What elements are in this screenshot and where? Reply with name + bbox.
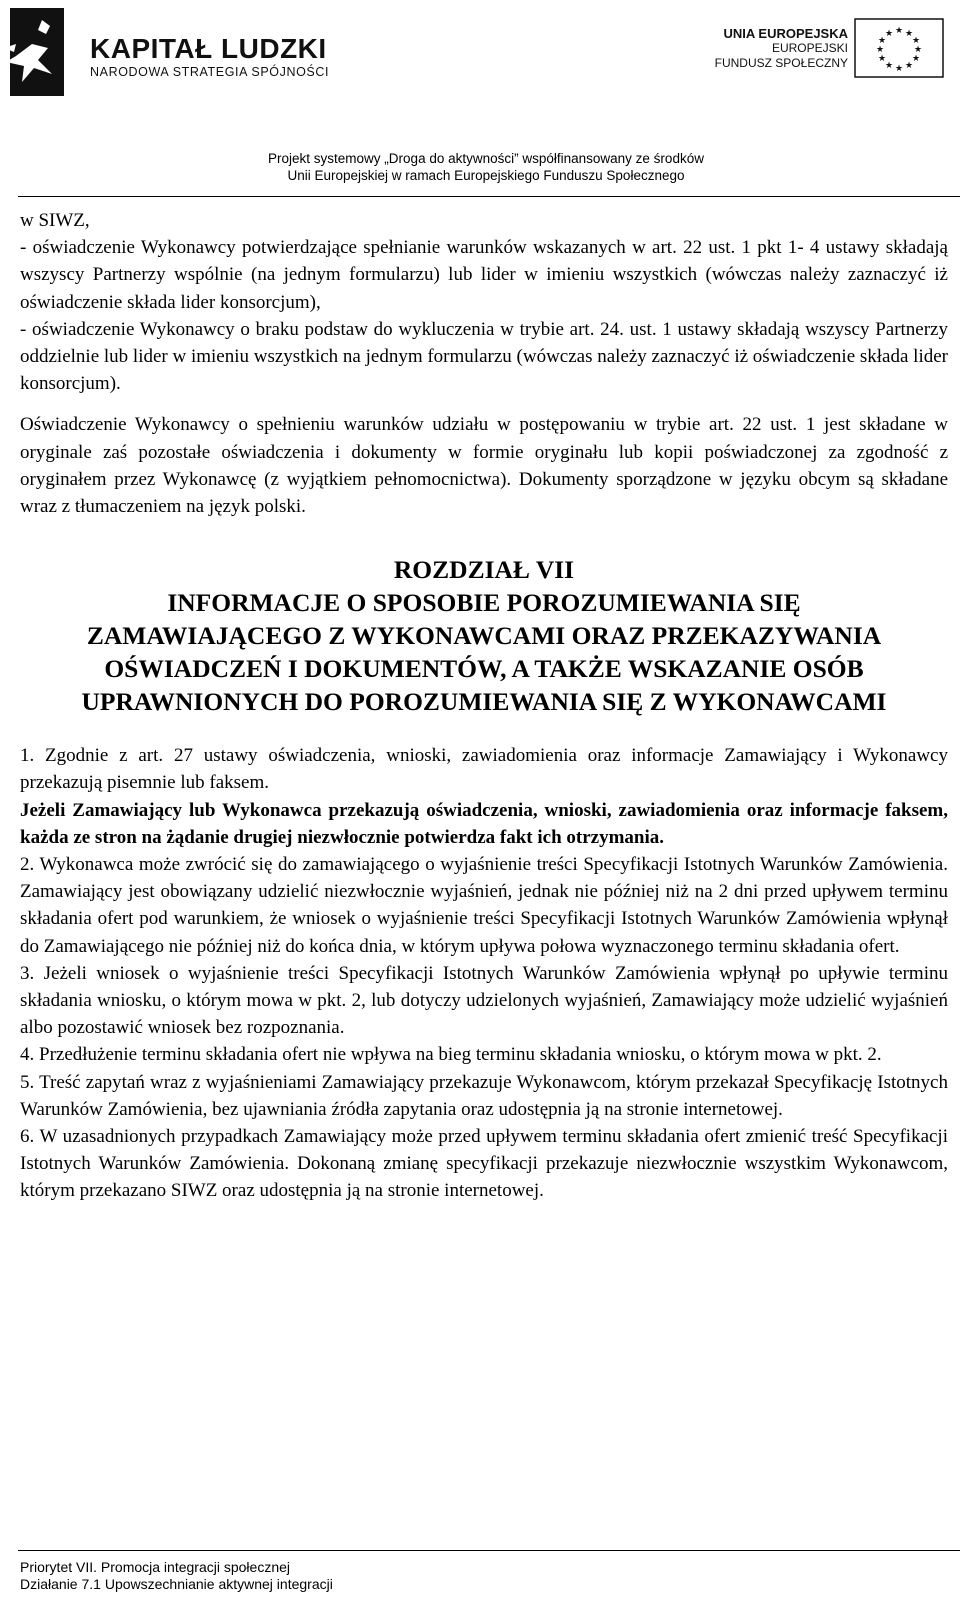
paragraph-point-4: 4. Przedłużenie terminu składania ofert nie wpływa na bieg terminu składania wniosku, o którym mowa w pkt. 2. (20, 1044, 882, 1066)
svg-text:★: ★ (884, 29, 894, 39)
spacer (20, 718, 948, 742)
kapital-ludzki-title: KAPITAŁ LUDZKI (90, 33, 327, 64)
chapter-title-line-4: UPRAWNIONYCH DO POROZUMIEWANIA SIĘ Z WYKONAWCAMI (81, 687, 887, 717)
svg-text:★: ★ (911, 36, 921, 46)
svg-text:★: ★ (877, 36, 887, 46)
paragraph-point-3: 3. Jeżeli wniosek o wyjaśnienie treści Specyfikacji Istotnych Warunków Zamówienia wpłynął po upływie terminu składania wniosku, o którym mowa w pkt. 2, lub dotyczy udzielonych wyjaśnień, Zamawiający może udzielić wyjaśnień albo pozostawić wniosek bez rozpoznania. (20, 962, 948, 1039)
paragraph-oswiadczenie-oryginal: Oświadczenie Wykonawcy o spełnieniu warunków udziału w postępowaniu w trybie art. 22 ust. 1 jest składane w oryginale zaś pozostałe oświadczenia i dokumenty w formie oryginału lub kopii poświadczonej za zgodność z oryginałem przez Wykonawcę (z wyjątkiem pełnomocnictwa). Dokumenty sporządzone w języku obcym są składane wraz z tłumaczeniem na język polski. (20, 414, 948, 518)
eu-wordmark (715, 26, 848, 71)
paragraph-point-6: 6. W uzasadnionych przypadkach Zamawiający może przed upływem terminu składania ofert zmienić treść Specyfikacji Istotnych Warunków Zamówienia. Dokonaną zmianę specyfikacji przekazuje niezwłocznie wszystkim Wykonawcom, którym przekazano SIWZ oraz udostępnia ją na stronie internetowej. (20, 1126, 948, 1202)
svg-text:★: ★ (877, 54, 887, 64)
chapter-title-line-3: OŚWIADCZEŃ I DOKUMENTÓW, A TAKŻE WSKAZANIE OSÓB (104, 654, 864, 684)
paragraph-point-5: 5. Treść zapytań wraz z wyjaśnieniami Zamawiający przekazuje Wykonawcom, którym przekazał Specyfikację Istotnych Warunków Zamówienia, bez ujawniania źródła zapytania oraz udostępnia ją na stronie internetowej. (20, 1071, 948, 1120)
footer-divider (18, 1550, 960, 1551)
eu-line-3: FUNDUSZ SPOŁECZNY (714, 56, 848, 70)
paragraph-point-1: 1. Zgodnie z art. 27 ustawy oświadczenia, wnioski, zawiadomienia oraz informacje Zamawiający i Wykonawcy przekazują pisemnie lub faksem. (20, 745, 948, 794)
project-caption (236, 150, 736, 184)
eu-line-1: UNIA EUROPEJSKA (723, 26, 848, 41)
kapital-ludzki-subtitle: NARODOWA STRATEGIA SPÓJNOŚCI (90, 65, 330, 79)
svg-text:★: ★ (884, 61, 894, 71)
eu-flag-icon (854, 18, 946, 80)
spacer (20, 520, 948, 553)
svg-text:★: ★ (875, 45, 885, 55)
chapter-title-line-2: ZAMAWIAJĄCEGO Z WYKONAWCAMI ORAZ PRZEKAZYWANIA (86, 621, 882, 651)
svg-text:★: ★ (904, 61, 914, 71)
document-body (20, 207, 948, 1205)
svg-text:★: ★ (913, 45, 923, 55)
svg-text:★: ★ (894, 64, 904, 74)
paragraph-oswiadczenie-warunki: - oświadczenie Wykonawcy potwierdzające spełnianie warunków wskazanych w art. 22 ust. 1 pkt 1- 4 ustawy składają wszyscy Partnerzy wspólnie (na jednym formularzu) lub lider w imieniu wszystkich (wówczas należy zaznaczyć iż oświadczenie składa lider konsorcjum), (20, 237, 948, 313)
paragraph-siwz: w SIWZ, (20, 210, 90, 231)
chapter-number-heading: ROZDZIAŁ VII (393, 555, 575, 585)
paragraph-fax-confirmation: Jeżeli Zamawiający lub Wykonawca przekazują oświadczenia, wnioski, zawiadomienia oraz informacje faksem, każda ze stron na żądanie drugiej niezwłocznie potwierdza fakt ich otrzymania. (20, 799, 948, 848)
page-footer (20, 1559, 333, 1593)
kapital-ludzki-wordmark (90, 34, 329, 80)
footer-action: Działanie 7.1 Upowszechnianie aktywnej integracji (20, 1576, 333, 1592)
kapital-ludzki-logo-icon (2, 4, 68, 98)
svg-text:★: ★ (904, 29, 914, 39)
project-line-2: Unii Europejskiej w ramach Europejskiego Funduszu Społecznego (287, 168, 685, 183)
svg-text:★: ★ (911, 54, 921, 64)
project-line-1: Projekt systemowy „Droga do aktywności” współfinansowany ze środków (268, 151, 704, 166)
paragraph-point-2: 2. Wykonawca może zwrócić się do zamawiającego o wyjaśnienie treści Specyfikacji Istotnych Warunków Zamówienia. Zamawiający jest obowiązany udzielić niezwłocznie wyjaśnień, jednak nie później niż na 2 dni przed upływem terminu składania ofert pod warunkiem, że wniosek o wyjaśnienie treści Specyfikacji Istotnych Warunków Zamówienia wpłynął do Zamawiającego nie później niż do końca dnia, w którym upływa połowa wyznaczonego terminu składania ofert. (20, 854, 948, 957)
spacer (20, 397, 948, 411)
svg-text:★: ★ (894, 26, 904, 36)
chapter-title-line-1: INFORMACJE O SPOSOBIE POROZUMIEWANIA SIĘ (167, 588, 801, 618)
footer-priority: Priorytet VII. Promocja integracji społecznej (20, 1559, 290, 1575)
header-divider (18, 196, 960, 197)
eu-line-2: EUROPEJSKI (771, 41, 848, 55)
paragraph-oswiadczenie-wykluczenie: - oświadczenie Wykonawcy o braku podstaw do wykluczenia w trybie art. 24. ust. 1 ustawy składają wszyscy Partnerzy oddzielnie lub lider w imieniu wszystkich na jednym formularzu (wówczas należy zaznaczyć iż oświadczenie składa lider konsorcjum). (20, 318, 948, 395)
